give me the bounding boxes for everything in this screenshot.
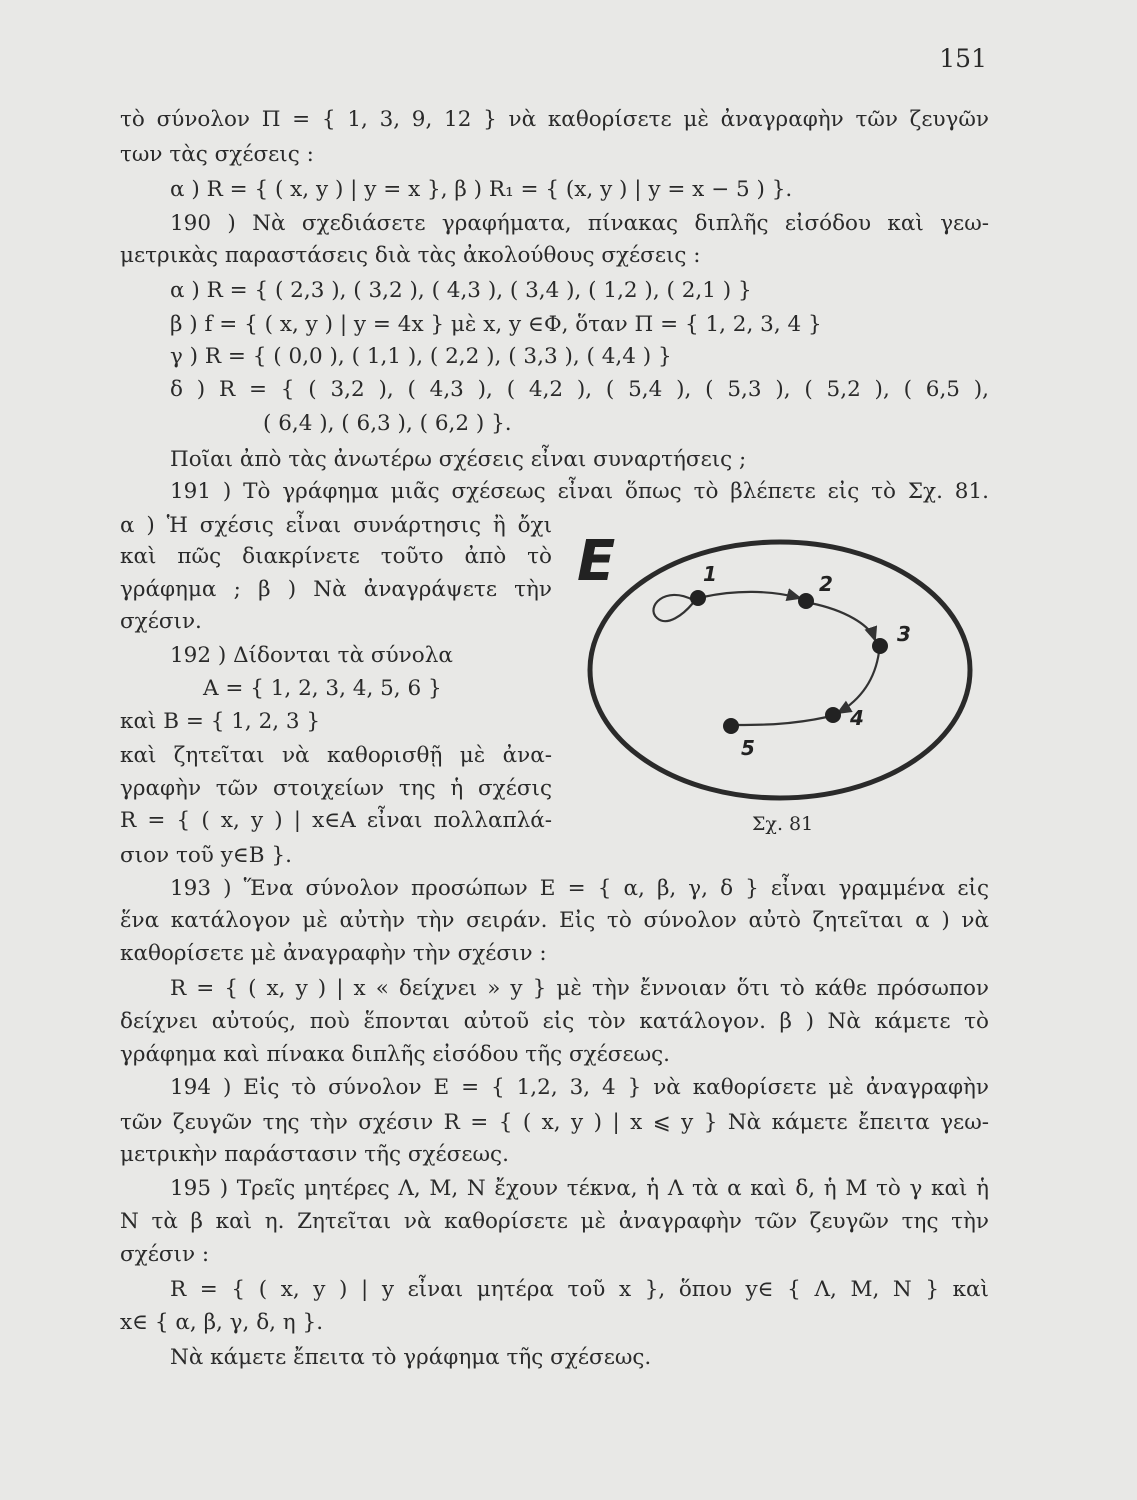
text-line-19: καὶ B = { 1, 2, 3 } (120, 709, 321, 734)
edge-1-2 (703, 592, 800, 598)
text-line-33: 195 ) Τρεῖς μητέρες Λ, Μ, Ν ἔχουν τέκνα, ἡ Λ τὰ α καὶ δ, ἡ Μ τὸ γ καὶ ἡ (170, 1176, 989, 1201)
text-line-7: β ) f = { ( x, y ) | y = 4x } μὲ x, y ∈Φ, ὅταν Π = { 1, 2, 3, 4 } (170, 312, 822, 337)
relation-graph-figure (575, 515, 1005, 815)
text-line-9: δ ) R = { ( 3,2 ), ( 4,3 ), ( 4,2 ), ( 5,4 ), ( 5,3 ), ( 5,2 ), ( 6,5 ), (170, 377, 989, 402)
set-label: E (577, 529, 616, 594)
node-label-3: 3 (897, 622, 911, 646)
text-line-12: 191 ) Τὸ γράφημα μιᾶς σχέσεως εἶναι ὅπως τὸ βλέπετε εἰς τὸ Σχ. 81. (170, 479, 989, 504)
text-line-24: 193 ) Ἕνα σύνολον προσώπων E = { α, β, γ, δ } εἶναι γραμμένα εἰς (170, 876, 989, 901)
text-line-17: 192 ) Δίδονται τὰ σύνολα (170, 643, 453, 668)
text-line-13: α ) Ἡ σχέσις εἶναι συνάρτησις ἢ ὄχι (120, 513, 552, 538)
text-line-22: R = { ( x, y ) | x∈A εἶναι πολλαπλά- (120, 808, 552, 833)
text-line-8: γ ) R = { ( 0,0 ), ( 1,1 ), ( 2,2 ), ( 3,3 ), ( 4,4 ) } (170, 344, 672, 369)
edge-4-5 (737, 717, 827, 725)
text-line-5: μετρικὰς παραστάσεις διὰ τὰς ἀκολούθους σχέσεις : (120, 243, 701, 268)
text-line-4: 190 ) Νὰ σχεδιάσετε γραφήματα, πίνακας διπλῆς εἰσόδου καὶ γεω- (170, 211, 989, 236)
text-line-27: R = { ( x, y ) | x « δείχνει » y } μὲ τὴν ἔννοιαν ὅτι τὸ κάθε πρόσωπον (170, 976, 989, 1001)
node-label-1: 1 (703, 562, 717, 586)
text-line-1: τὸ σύνολον Π = { 1, 3, 9, 12 } νὰ καθορίσετε μὲ ἀναγραφὴν τῶν ζευγῶν (120, 107, 989, 132)
edge-loop-1 (653, 595, 693, 621)
figure-caption: Σχ. 81 (752, 813, 814, 835)
node-1 (690, 590, 706, 606)
edge-2-3 (810, 603, 875, 640)
edge-3-4 (838, 652, 879, 713)
node-2 (798, 593, 814, 609)
text-line-26: καθορίσετε μὲ ἀναγραφὴν τὴν σχέσιν : (120, 941, 547, 966)
text-line-32: μετρικὴν παράστασιν τῆς σχέσεως. (120, 1142, 509, 1167)
node-label-2: 2 (819, 572, 833, 596)
text-line-14: καὶ πῶς διακρίνετε τοῦτο ἀπὸ τὸ (120, 544, 552, 569)
text-line-3: α ) R = { ( x, y ) | y = x }, β ) R₁ = { (x, y ) | y = x − 5 ) }. (170, 177, 793, 202)
text-line-34: Ν τὰ β καὶ η. Ζητεῖται νὰ καθορίσετε μὲ ἀναγραφὴν τῶν ζευγῶν της τὴν (120, 1209, 989, 1234)
node-4 (825, 707, 841, 723)
text-line-15: γράφημα ; β ) Νὰ ἀναγράψετε τὴν (120, 577, 552, 602)
text-line-2: των τὰς σχέσεις : (120, 142, 314, 167)
text-line-20: καὶ ζητεῖται νὰ καθορισθῇ μὲ ἀνα- (120, 743, 552, 768)
text-line-36: R = { ( x, y ) | y εἶναι μητέρα τοῦ x }, ὅπου y∈ { Λ, Μ, Ν } καὶ (170, 1277, 989, 1302)
page-number: 151 (939, 44, 987, 73)
set-boundary (590, 542, 970, 798)
text-line-10: ( 6,4 ), ( 6,3 ), ( 6,2 ) }. (263, 411, 512, 436)
node-3 (872, 638, 888, 654)
text-line-21: γραφὴν τῶν στοιχείων της ἡ σχέσις (120, 776, 552, 801)
text-line-35: σχέσιν : (120, 1242, 210, 1267)
text-line-29: γράφημα καὶ πίνακα διπλῆς εἰσόδου τῆς σχέσεως. (120, 1042, 671, 1067)
text-line-38: Νὰ κάμετε ἔπειτα τὸ γράφημα τῆς σχέσεως. (170, 1345, 652, 1370)
node-label-4: 4 (850, 706, 864, 730)
text-line-11: Ποῖαι ἀπὸ τὰς ἀνωτέρω σχέσεις εἶναι συναρτήσεις ; (170, 447, 747, 472)
text-line-16: σχέσιν. (120, 609, 202, 634)
text-line-31: τῶν ζευγῶν της τὴν σχέσιν R = { ( x, y ) | x ⩽ y } Νὰ κάμετε ἔπειτα γεω- (120, 1110, 989, 1135)
text-line-18: A = { 1, 2, 3, 4, 5, 6 } (203, 676, 442, 701)
node-5 (723, 718, 739, 734)
text-line-37: x∈ { α, β, γ, δ, η }. (120, 1310, 324, 1335)
text-line-23: σιον τοῦ y∈B }. (120, 843, 292, 868)
text-line-6: α ) R = { ( 2,3 ), ( 3,2 ), ( 4,3 ), ( 3,4 ), ( 1,2 ), ( 2,1 ) } (170, 278, 752, 303)
text-line-30: 194 ) Εἰς τὸ σύνολον E = { 1,2, 3, 4 } νὰ καθορίσετε μὲ ἀναγραφὴν (170, 1075, 989, 1100)
text-line-28: δείχνει αὐτούς, ποὺ ἕπονται αὐτοῦ εἰς τὸν κατάλογον. β ) Νὰ κάμετε τὸ (120, 1009, 989, 1034)
text-line-25: ἕνα κατάλογον μὲ αὐτὴν τὴν σειράν. Εἰς τὸ σύνολον αὐτὸ ζητεῖται α ) νὰ (120, 908, 989, 933)
node-label-5: 5 (741, 736, 755, 760)
